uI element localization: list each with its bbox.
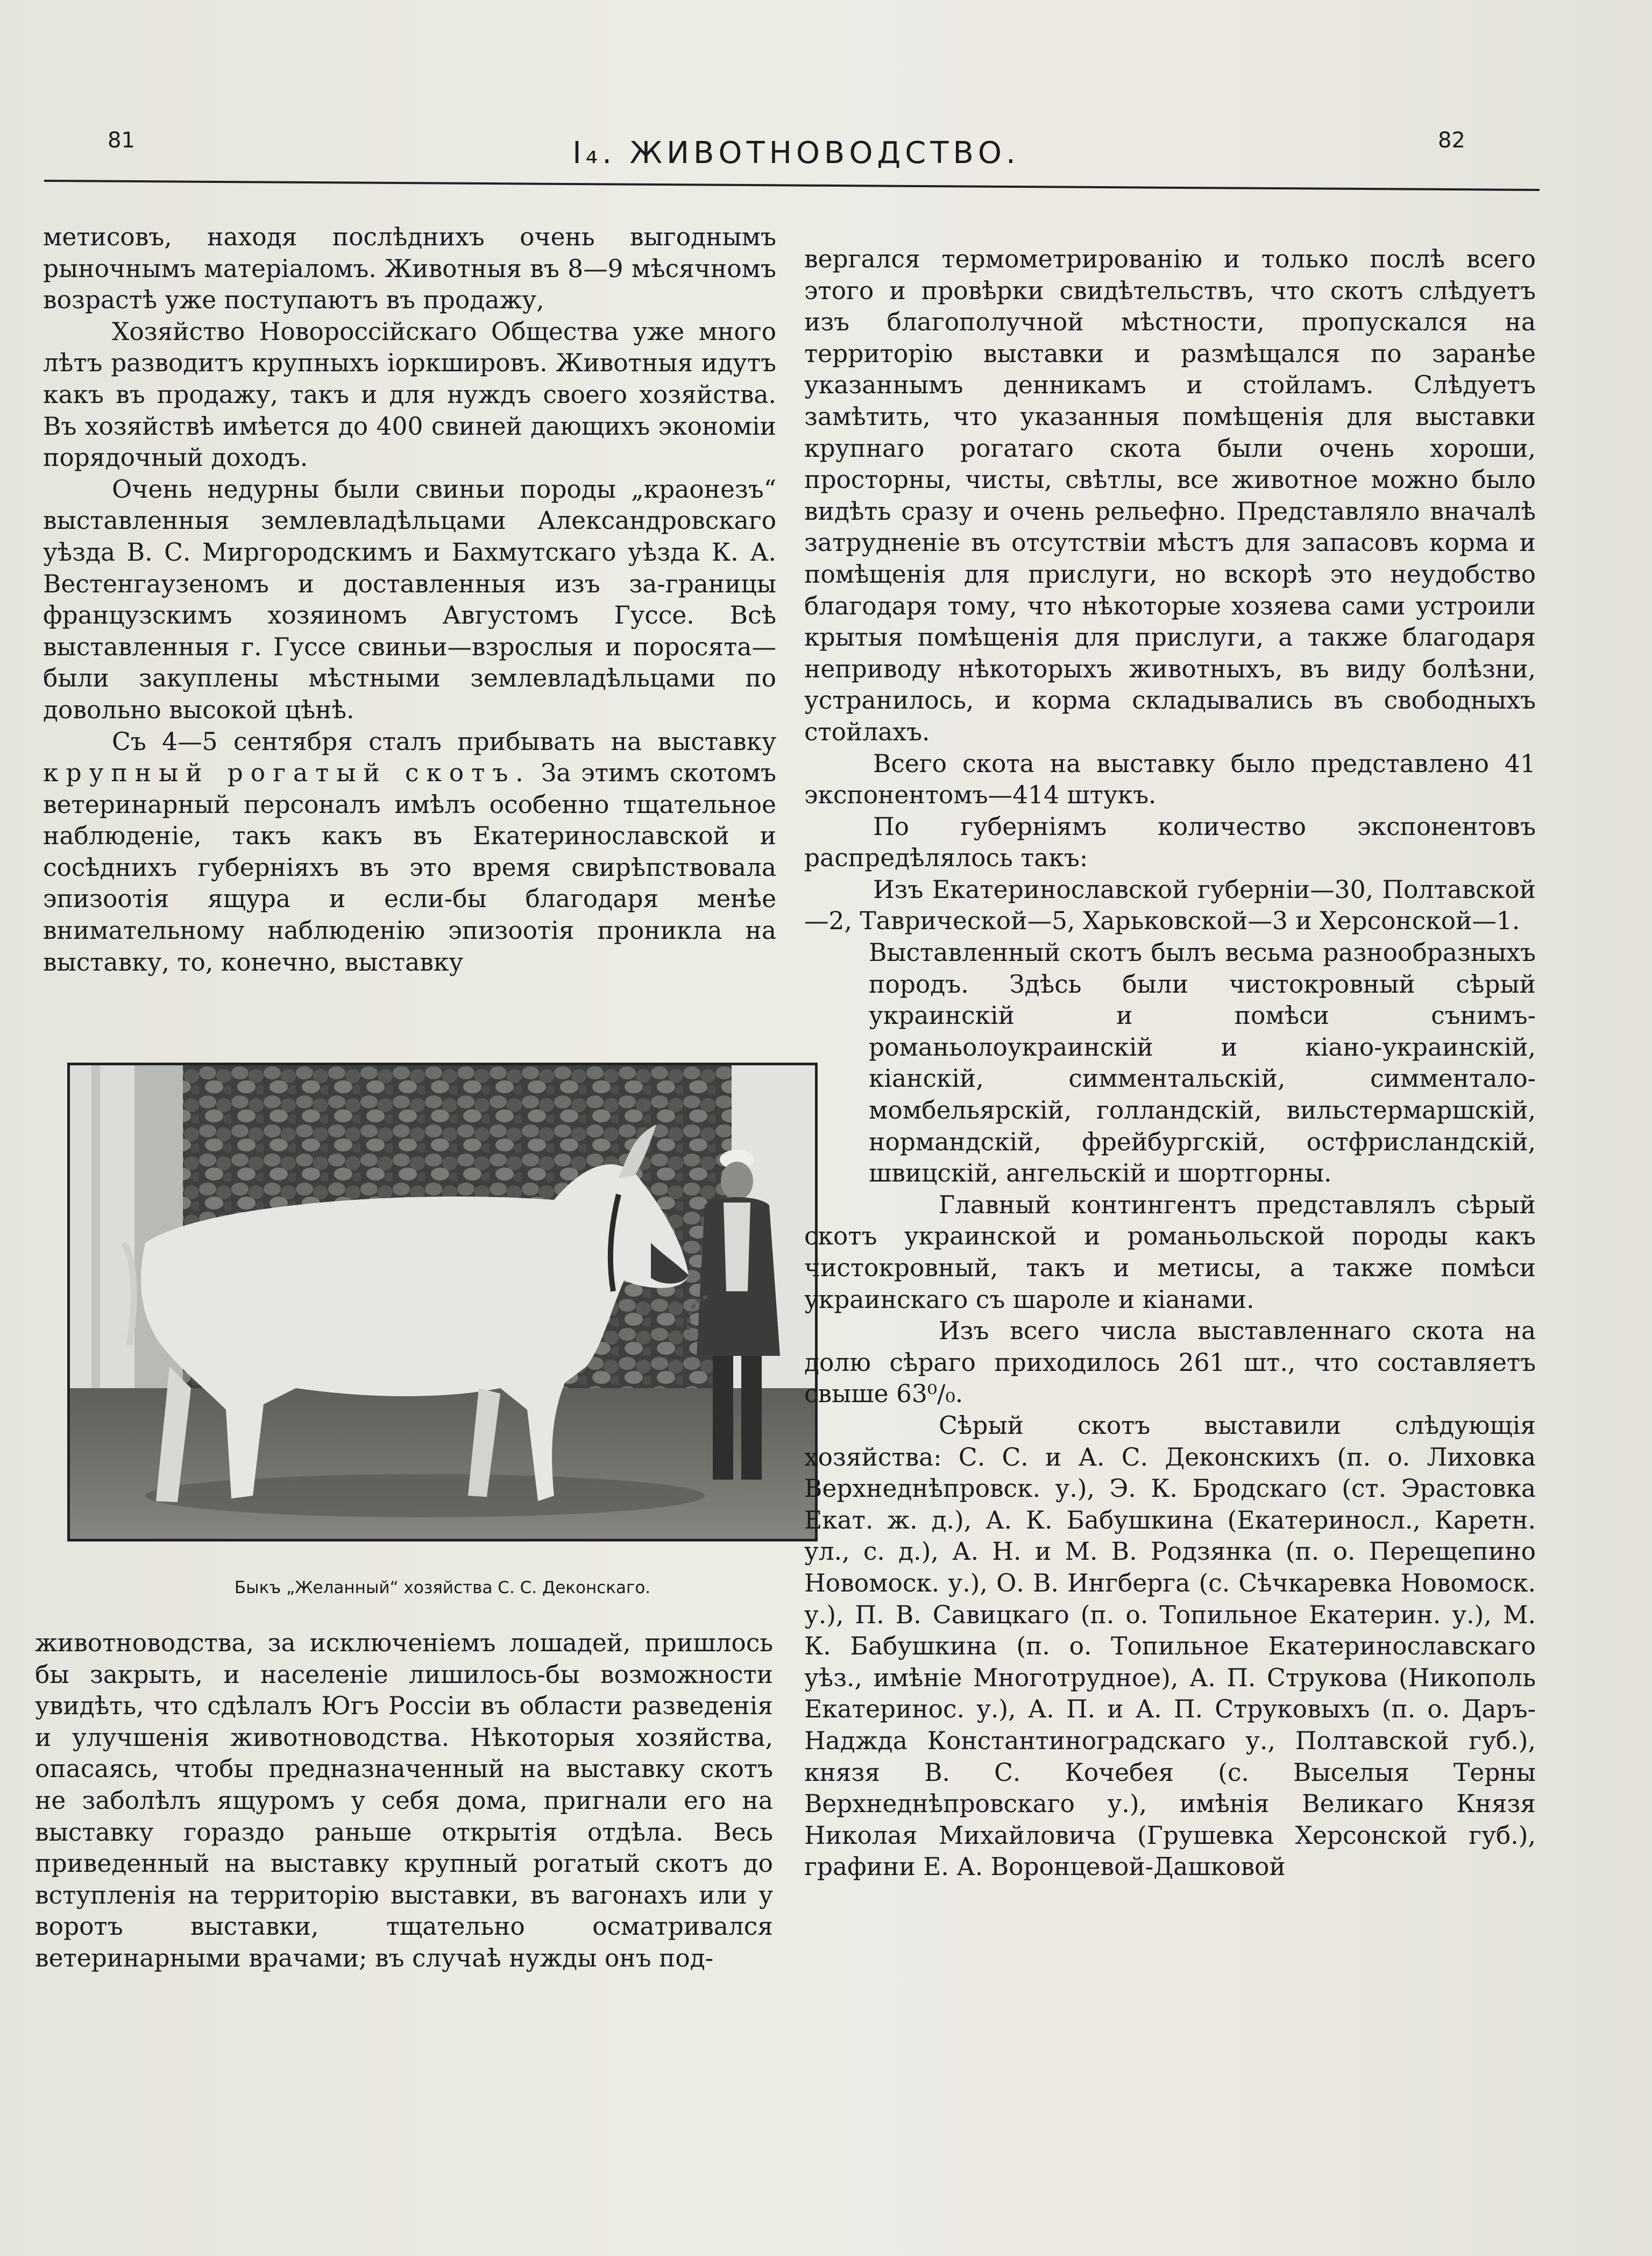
paragraph-by-province: По губерніямъ количество экспонентовъ распредѣлялось такъ: bbox=[804, 812, 1536, 873]
cattle-text-before: Съ 4—5 сентября сталъ прибывать на выставку bbox=[112, 727, 776, 756]
paragraph-province-counts: Изъ Екатеринославской губерніи—30, Полтавской—2, Таврической—5, Харьковской—3 и Херсонской—1. bbox=[804, 875, 1536, 936]
paragraph-grey-exhibitors: Сѣрый скотъ выставили слѣдующія хозяйства: С. С. и А. С. Деконскихъ (п. о. Лиховка Верхнеднѣпровск. у.), Э. К. Бродскаго (ст. Эрастовка Екат. ж. д.), А. К. Бабушкина (Екатериносл., Каретн. ул., с. д.), А. Н. и М. В. Родзянка (п. о. Перещепино Новомоск. у.), О. В. Ингберга (с. Сѣчкаревка Новомоск. у.), П. В. Савицкаго (п. о. Топильное Екатерин. у.), М. К. Бабушкина (п. о. Топильное Екатеринославскаго уѣз., имѣніе Многотрудное), А. П. Струкова (Никополь Екатеринос. у.), А. П. и А. П. Струковыхъ (п. о. Даръ-Наджда Константиноградскаго у., Полтавской губ.), князя В. С. Кочебея (с. Выселыя Терны Верхнеднѣпровскаго у.), имѣнія Великаго Князя Николая Михайловича (Грушевка Херсонской губ.), графини Е. А. Воронцевой-Дашковой bbox=[804, 1411, 1536, 1882]
paragraph-thermometry: вергался термометрированію и только послѣ всего этого и провѣрки свидѣтельствъ, что скотъ слѣдуетъ изъ благополучной мѣстности, пропускался на территорію выставки и размѣщался по заранѣе указаннымъ денникамъ и стойламъ. Слѣдуетъ замѣтить, что указанныя помѣщенія для выставки крупнаго рогатаго скота были очень хороши, просторны, чисты, свѣтлы, все животное можно было видѣть сразу и очень рельефно. Представляло вначалѣ затрудненіе въ отсутствіи мѣстъ для запасовъ корма и помѣщенія для прислуги, но вскорѣ это неудобство благодаря тому, что нѣкоторые хозяева сами устроили крытыя помѣщенія для прислуги, а также благодаря неприводу нѣкоторыхъ животныхъ, въ виду болѣзни, устранилось, и корма складывались въ свободныхъ стойлахъ. bbox=[804, 245, 1536, 746]
paragraph-craonnais-pigs: Очень недурны были свиньи породы „краонезъ“ выставленныя землевладѣльцами Александровскаго уѣзда В. С. Миргородскимъ и Бахмутскаго уѣзда К. А. Вестенгаузеномъ и доставленныя изъ за-границы французскимъ хозяиномъ Августомъ Гуссе. Всѣ выставленныя г. Гуссе свиньи—взрослыя и поросята—были закуплены мѣстными землевладѣльцами по довольно высокой цѣнѣ. bbox=[43, 475, 776, 724]
bull-photo bbox=[67, 1063, 818, 1541]
paragraph-metis: метисовъ, находя послѣднихъ очень выгоднымъ рыночнымъ матеріаломъ. Животныя въ 8—9 мѣсячномъ возрастѣ уже поступаютъ въ продажу, bbox=[43, 223, 776, 315]
left-column-top bbox=[43, 222, 776, 978]
right-column bbox=[804, 244, 1536, 1883]
left-column-bottom bbox=[35, 1628, 773, 1975]
section-title: I₄. ЖИВОТНОВОДСТВО. bbox=[572, 136, 1020, 171]
photo-caption: Быкъ „Желанный“ хозяйства С. С. Деконскаго. bbox=[234, 1578, 651, 1597]
page-number-left: 81 bbox=[108, 128, 135, 153]
bull-photo-illustration bbox=[70, 1065, 815, 1539]
cattle-spaced-heading: крупный рогатый скотъ. bbox=[43, 759, 531, 788]
paragraph-veterinary: животноводства, за исключеніемъ лошадей, пришлось бы закрыть, и населеніе лишилось-бы возможности увидѣть, что сдѣлалъ Югъ Россіи въ области разведенія и улучшенія животноводства. Нѣкоторыя хозяйства, опасаясь, чтобы предназначенный на выставку скотъ не заболѣлъ ящуромъ у себя дома, пригнали его на выставку гораздо раньше открытія отдѣла. Весь приведенный на выставку крупный рогатый скотъ до вступленія на территорію выставки, въ вагонахъ или у воротъ выставки, тщательно осматривался ветеринарными врачами; въ случаѣ нужды онъ под- bbox=[35, 1629, 773, 1972]
paragraph-cattle-arrival bbox=[43, 726, 776, 979]
paragraph-main-contingent: Главный контингентъ представлялъ сѣрый скотъ украинской и романьольской породы какъ чистокровный, такъ и метисы, а также помѣси украинскаго съ шароле и кіанами. bbox=[804, 1190, 1536, 1314]
header-rule bbox=[44, 180, 1540, 191]
page-number-right: 82 bbox=[1438, 128, 1465, 153]
paragraph-novorossiysk: Хозяйство Новороссійскаго Общества уже много лѣтъ разводитъ крупныхъ іоркшировъ. Животныя идутъ какъ въ продажу, такъ и для нуждъ своего хозяйства. Въ хозяйствѣ имѣется до 400 свиней дающихъ экономіи порядочный доходъ. bbox=[43, 317, 776, 472]
paragraph-breeds: Выставленный скотъ былъ весьма разнообразныхъ породъ. Здѣсь были чистокровный сѣрый украинскій и помѣси сънимъ-романьолоукраинскій и кіано-украинскій, кіанскій, симментальскій, симменталo-момбельярскій, голландскій, вильстермаршскій, нормандскій, фрейбургскій, остфрисландскій, швицскій, ангельскій и шортгорны. bbox=[869, 938, 1536, 1188]
paragraph-grey-share: Изъ всего числа выставленнаго скота на долю сѣраго приходилось 261 шт., что составляетъ свыше 63⁰/₀. bbox=[804, 1317, 1536, 1409]
paragraph-total-cattle: Всего скота на выставку было представлено 41 экспонентомъ—414 штукъ. bbox=[804, 749, 1536, 810]
cattle-text-after: За этимъ скотомъ ветеринарный персоналъ имѣлъ особенно тщательное наблюденіе, такъ какъ въ Екатеринославской и сосѣднихъ губерніяхъ въ это время свирѣпствовала эпизоотія ящура и если-бы благодаря менѣе внимательному наблюденію эпизоотія проникла на выставку, то, конечно, выставку bbox=[43, 759, 776, 977]
